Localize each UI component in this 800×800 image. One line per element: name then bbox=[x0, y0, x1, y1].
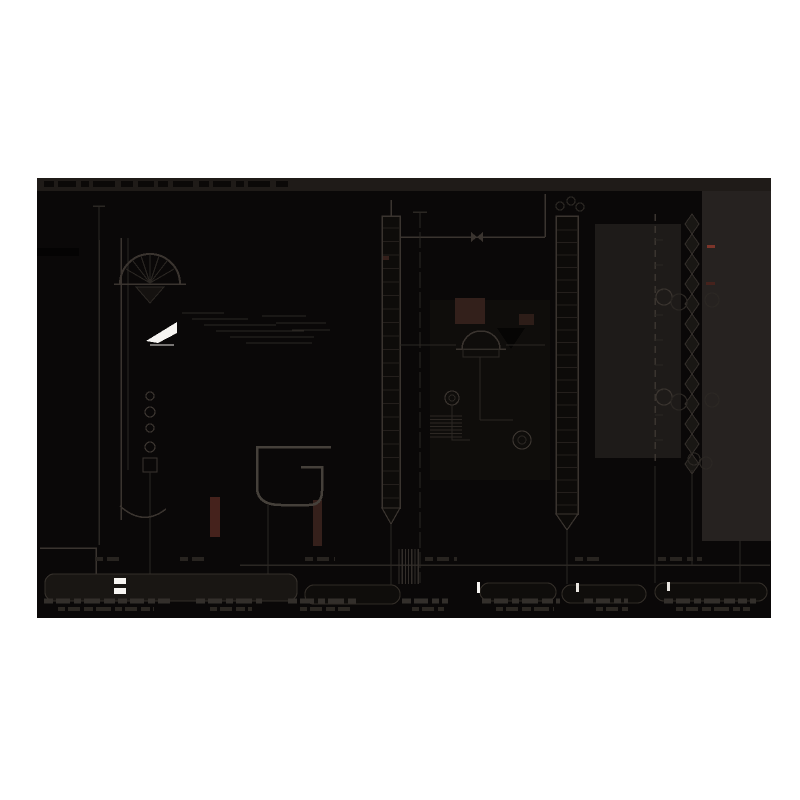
red-bar-2 bbox=[313, 500, 322, 546]
panel-right bbox=[702, 191, 771, 541]
white-tick-2 bbox=[576, 583, 579, 592]
mid-red-smudge bbox=[455, 298, 485, 324]
column-a-red-dot bbox=[383, 256, 389, 260]
feed-bar bbox=[37, 248, 79, 256]
tank-3 bbox=[480, 583, 556, 601]
panel-mid-right bbox=[595, 224, 681, 458]
mid-red-smudge-2 bbox=[519, 314, 534, 325]
white-tick-1 bbox=[477, 582, 480, 593]
red-dot-1 bbox=[707, 245, 715, 248]
mid-fins bbox=[430, 416, 462, 437]
red-bar-1 bbox=[210, 497, 220, 537]
panel-mid-low bbox=[430, 300, 550, 480]
equals-mark-bottom bbox=[114, 588, 126, 594]
comb-exchanger bbox=[399, 549, 418, 584]
red-dot-2 bbox=[706, 282, 715, 285]
equals-mark-top bbox=[114, 578, 126, 584]
white-tick-3 bbox=[667, 582, 670, 591]
tank-main bbox=[45, 574, 297, 601]
column-a-trays bbox=[383, 228, 399, 498]
tank-5 bbox=[655, 583, 767, 601]
column-b-body bbox=[556, 216, 578, 514]
